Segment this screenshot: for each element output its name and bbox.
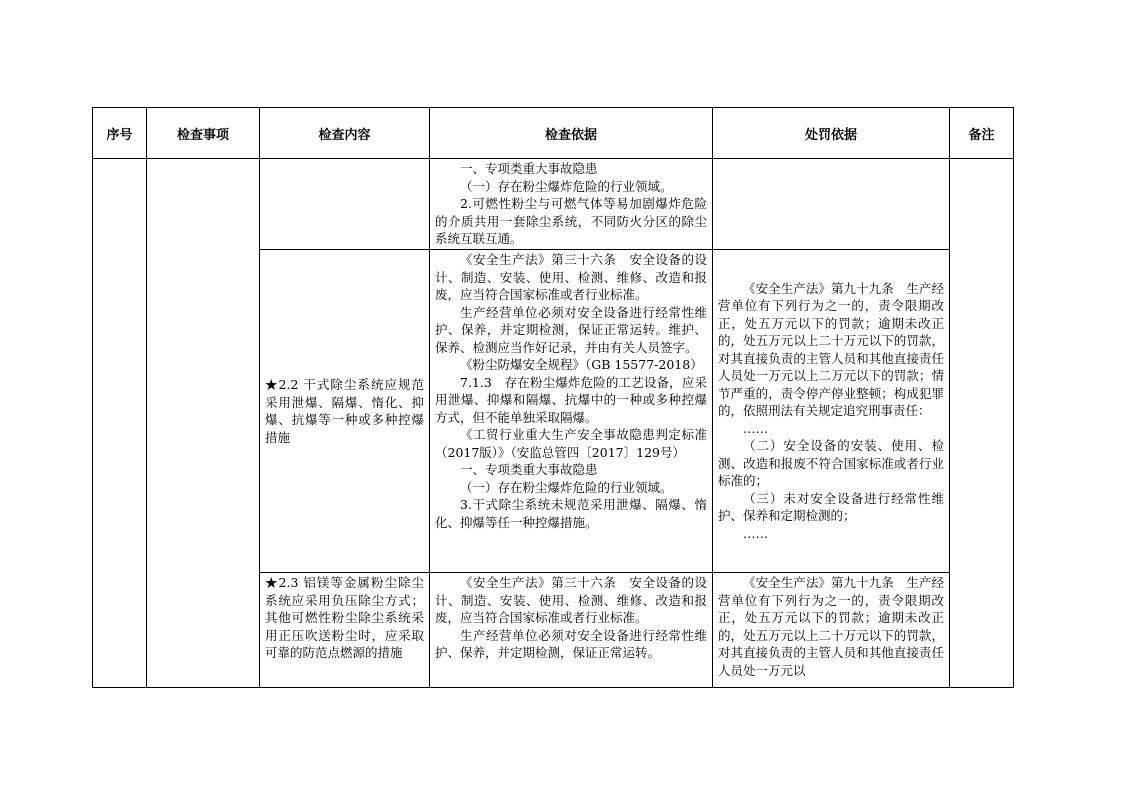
header-seq: 序号 (93, 108, 147, 159)
basis-cell (430, 573, 713, 688)
remark-cell (950, 159, 1014, 688)
penalty-paragraph: （二）安全设备的安装、使用、检测、改造和报废不符合国家标准或者行业标准的； (718, 438, 944, 489)
content-cell (260, 159, 430, 250)
header-item: 检查事项 (147, 108, 260, 159)
table-row (93, 159, 1014, 250)
header-content: 检查内容 (260, 108, 430, 159)
penalty-cell (713, 159, 950, 250)
penalty-cell (713, 573, 950, 688)
basis-paragraph: 《安全生产法》第三十六条 安全设备的设计、制造、安装、使用、检测、维修、改造和报废，应当符合国家标准或者行业标准。 (435, 575, 707, 625)
penalty-paragraph: 《安全生产法》第九十九条 生产经营单位有下列行为之一的，责令限期改正，处五万元以下的罚款；逾期未改正的，处五万元以上二十万元以下的罚款，对其直接负责的主管人员和其他直接责任人员处一万元以上二万元以下的罚款；情节严重的，责令停产停业整顿；构成犯罪的，依照刑法有关规定追究刑事责任： (718, 280, 944, 419)
basis-cell (430, 250, 713, 573)
penalty-cell (713, 250, 950, 573)
penalty-paragraph: …… (743, 420, 768, 436)
header-penalty: 处罚依据 (713, 108, 950, 159)
basis-paragraph: 生产经营单位必须对安全设备进行经常性维护、保养，并定期检测，保证正常运转。维护、保养、检测应当作好记录，并由有关人员签字。 (435, 304, 707, 355)
header-basis: 检查依据 (430, 108, 713, 159)
inspection-table (92, 107, 1014, 688)
item-cell (147, 159, 260, 688)
basis-paragraph: 生产经营单位必须对安全设备进行经常性维护、保养，并定期检测，保证正常运转。 (435, 627, 707, 660)
basis-paragraph: 《工贸行业重大生产安全事故隐患判定标准（2017版）》（安监总管四〔2017〕129号） (435, 427, 707, 460)
basis-paragraph: 3.干式除尘系统未规范采用泄爆、隔爆、惰化、抑爆等任一种控爆措施。 (435, 497, 707, 530)
basis-paragraph: 一、专项类重大事故隐患 (460, 462, 598, 477)
content-text: ★2.2 干式除尘系统应规范采用泄爆、隔爆、惰化、抑爆、抗爆等一种或多种控爆措施 (265, 377, 424, 445)
penalty-paragraph: …… (743, 525, 768, 541)
content-text: ★2.3 铝镁等金属粉尘除尘系统应采用负压除尘方式；其他可燃性粉尘除尘系统采用正压吹送粉尘时，应采取可靠的防范点燃源的措施 (265, 575, 424, 660)
basis-paragraph: 一、专项类重大事故隐患 (460, 161, 598, 176)
basis-cell (430, 159, 713, 250)
basis-paragraph: 《安全生产法》第三十六条 安全设备的设计、制造、安装、使用、检测、维修、改造和报废，应当符合国家标准或者行业标准。 (435, 252, 707, 302)
basis-paragraph: （一）存在粉尘爆炸危险的行业领域。 (460, 479, 673, 495)
table-header-row (93, 108, 1014, 159)
content-cell (260, 573, 430, 688)
basis-paragraph: 7.1.3 存在粉尘爆炸危险的工艺设备，应采用泄爆、抑爆和隔爆、抗爆中的一种或多种控爆方式，但不能单独采取隔爆。 (435, 374, 707, 425)
basis-paragraph: 《粉尘防爆安全规程》（GB 15577-2018） (460, 357, 703, 372)
basis-paragraph: （一）存在粉尘爆炸危险的行业领域。 (460, 178, 673, 194)
seq-cell (93, 159, 147, 688)
penalty-paragraph: （三）未对安全设备进行经常性维护、保养和定期检测的； (718, 490, 944, 524)
basis-paragraph: 2.可燃性粉尘与可燃气体等易加剧爆炸危险的介质共用一套除尘系统，不同防火分区的除尘系统互联互通。 (435, 196, 707, 246)
header-remark: 备注 (950, 108, 1014, 159)
content-cell (260, 250, 430, 573)
penalty-paragraph: 《安全生产法》第九十九条 生产经营单位有下列行为之一的，责令限期改正，处五万元以下的罚款；逾期未改正的，处五万元以上二十万元以下的罚款，对其直接负责的主管人员和其他直接责任人员处一万元以 (718, 575, 944, 678)
